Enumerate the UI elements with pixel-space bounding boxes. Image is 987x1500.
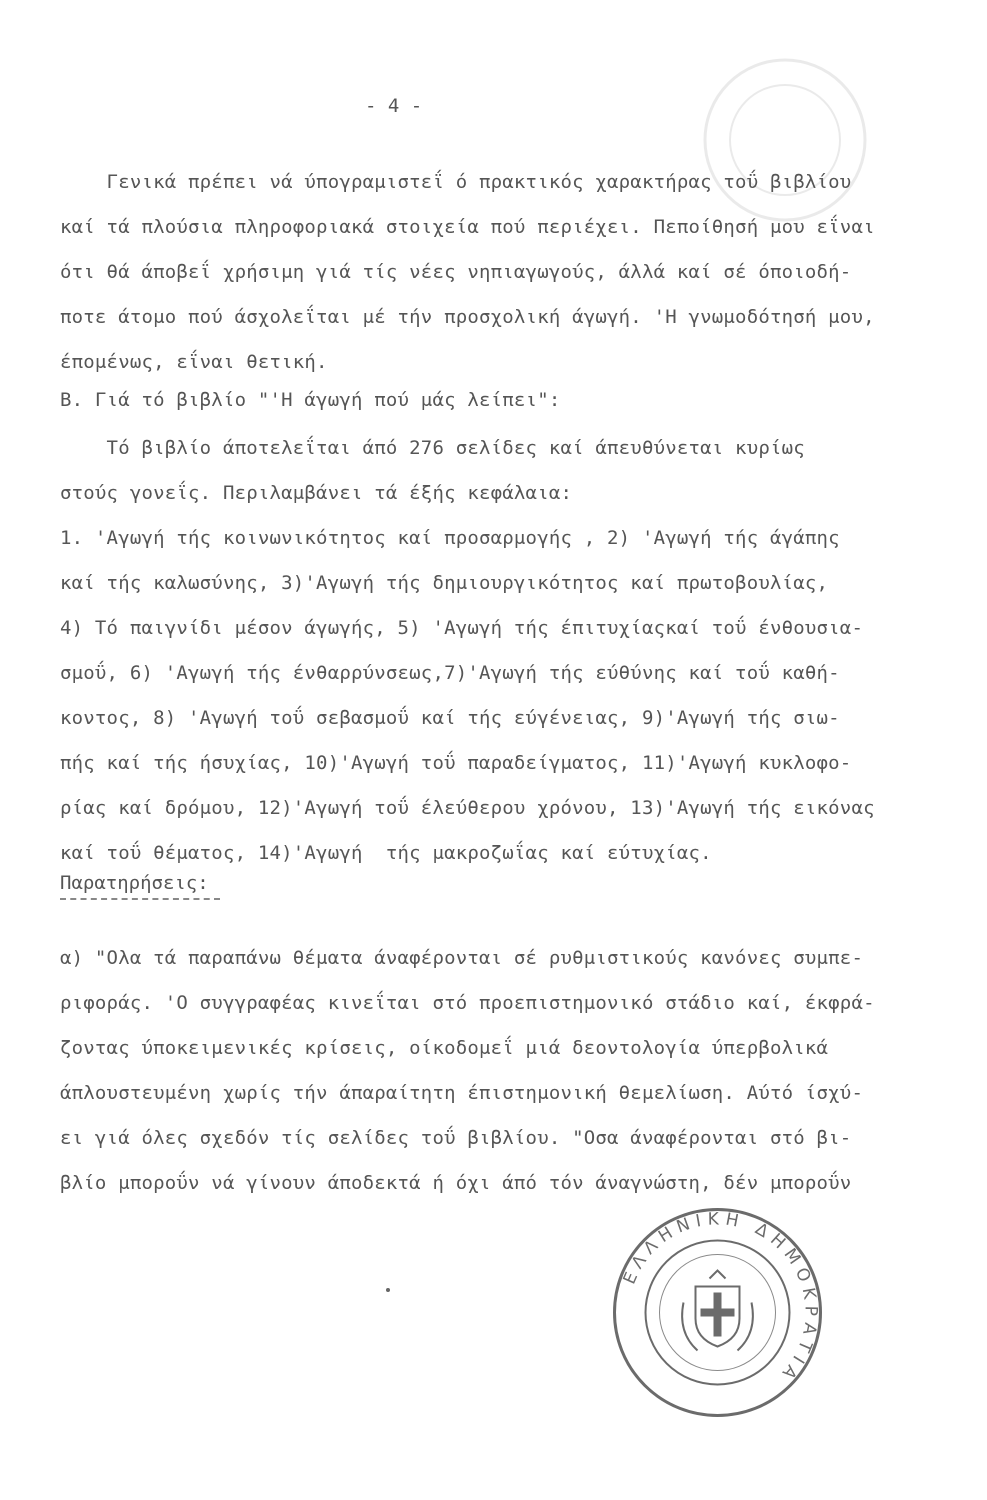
paragraph-3-line: α) "Ολα τά παραπάνω θέματα άναφέρονται σέ ρυθμιστικούς κανόνες συμπε- [60, 947, 864, 969]
paragraph-3-line: ει γιά όλες σχεδόν τίς σελίδες τοΰ βιβλίου. "Οσα άναφέρονται στό βι- [60, 1127, 852, 1149]
paragraph-2-line: 4) Τό παιγνίδι μέσον άγωγής, 5) 'Αγωγή τής έπιτυχίαςκαί τοΰ ένθουσια- [60, 617, 864, 639]
paragraph-2-line: κοντος, 8) 'Αγωγή τοΰ σεβασμοΰ καί τής εύγένειας, 9)'Αγωγή τής σιω- [60, 707, 840, 729]
svg-text:ΕΛΛΗΝΙΚΗ ΔΗΜΟΚΡΑΤΙΑ: ΕΛΛΗΝΙΚΗ ΔΗΜΟΚΡΑΤΙΑ [619, 1209, 821, 1388]
observations-title: Παρατηρήσεις: [60, 872, 209, 894]
paragraph-1-line: ότι θά άποβεΐ χρήσιμη γιά τίς νέες νηπιαγωγούς, άλλά καί σέ όποιοδή- [60, 261, 852, 283]
paragraph-2-line: Τό βιβλίο άποτελεΐται άπό 276 σελίδες καί άπευθύνεται κυρίως [60, 437, 805, 459]
paragraph-3-line: ζοντας ύποκειμενικές κρίσεις, οίκοδομεΐ μιά δεοντολογία ύπερβολικά [60, 1037, 829, 1059]
paragraph-3-line: ριφοράς. 'Ο συγγραφέας κινεΐται στό προεπιστημονικό στάδιο καί, έκφρά- [60, 992, 875, 1014]
paragraph-2-line: στούς γονεΐς. Περιλαμβάνει τά έξής κεφάλαια: [60, 482, 573, 504]
paragraph-1-line: καί τά πλούσια πληροφοριακά στοιχεία πού περιέχει. Πεποίθησή μου εΐναι [60, 216, 875, 238]
page-number: - 4 - [365, 95, 423, 117]
paragraph-2-line: ρίας καί δρόμου, 12)'Αγωγή τοΰ έλεύθερου χρόνου, 13)'Αγωγή τής εικόνας [60, 797, 875, 819]
paragraph-2-line: 1. 'Αγωγή τής κοινωνικότητος καί προσαρμογής , 2) 'Αγωγή τής άγάπης [60, 527, 840, 549]
faint-seal-mark [700, 55, 870, 225]
ink-dot [386, 1288, 390, 1292]
section-b-title: Β. Γιά τό βιβλίο "'Η άγωγή πού μάς λείπει": [60, 389, 561, 411]
official-seal-stamp [610, 1205, 825, 1420]
paragraph-1-line: Γενικά πρέπει νά ύπογραμιστεΐ ό πρακτικός χαρακτήρας τοΰ βιβλίου [60, 171, 852, 193]
paragraph-1-line: έπομένως, εΐναι θετική. [60, 351, 328, 373]
paragraph-2-line: καί τής καλωσύνης, 3)'Αγωγή τής δημιουργικότητος καί πρωτοβουλίας, [60, 572, 829, 594]
paragraph-2-line: καί τοΰ θέματος, 14)'Αγωγή τής μακροζωΐας καί εύτυχίας. [60, 842, 712, 864]
paragraph-2-line: πής καί τής ήσυχίας, 10)'Αγωγή τοΰ παραδείγματος, 11)'Αγωγή κυκλοφο- [60, 752, 852, 774]
paragraph-1-line: ποτε άτομο πού άσχολεΐται μέ τήν προσχολική άγωγή. 'Η γνωμοδότησή μου, [60, 306, 875, 328]
paragraph-2-line: σμοΰ, 6) 'Αγωγή τής ένθαρρύνσεως,7)'Αγωγή τής εύθύνης καί τοΰ καθή- [60, 662, 840, 684]
observations-underline [60, 898, 220, 900]
paragraph-3-line: άπλουστευμένη χωρίς τήν άπαραίτητη έπιστημονική θεμελίωση. Αύτό ίσχύ- [60, 1082, 864, 1104]
paragraph-3-line: βλίο μποροΰν νά γίνουν άποδεκτά ή όχι άπό τόν άναγνώστη, δέν μποροΰν [60, 1172, 852, 1194]
